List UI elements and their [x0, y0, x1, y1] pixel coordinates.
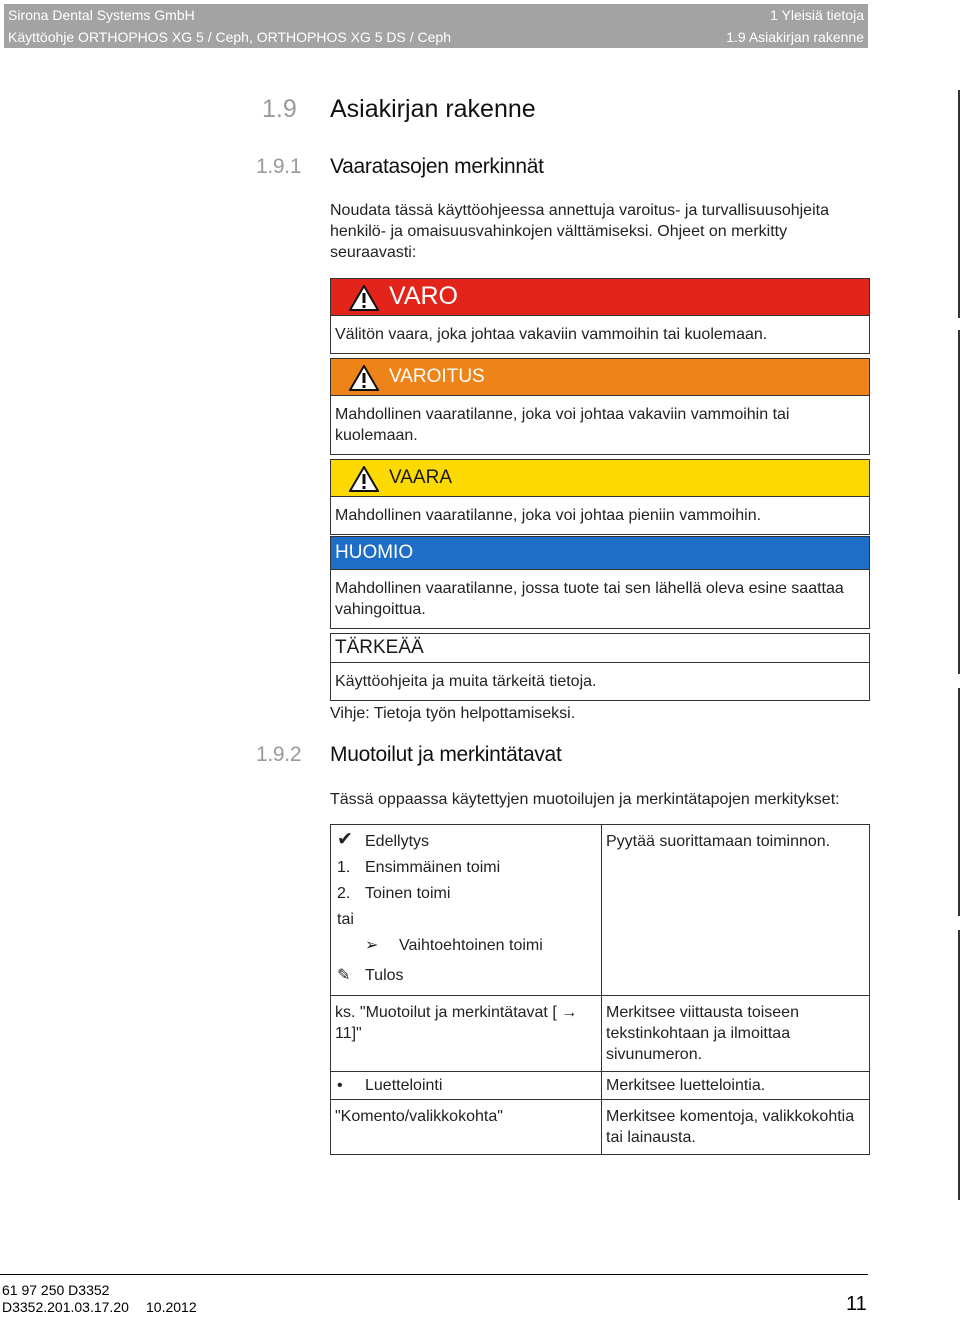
checkmark-icon: ✔: [337, 829, 353, 850]
bullet-icon: •: [337, 1077, 343, 1094]
meaning-cell: Merkitsee komentoja, valikkokohtia tai lainausta.: [602, 1100, 870, 1155]
notice-text: Mahdollinen vaaratilanne, joka voi johtaa vakaviin vammoihin tai kuolemaan.: [335, 406, 790, 444]
list-text: Luettelointi: [365, 1077, 443, 1094]
notice-band: [331, 279, 869, 316]
warning-triangle-icon: [349, 285, 379, 311]
notice-label: VAARA: [389, 467, 453, 488]
notice-label: TÄRKEÄÄ: [335, 637, 424, 658]
subsection-number: 1.9.1: [256, 155, 302, 178]
table-row: [331, 1100, 870, 1155]
table-row: [331, 996, 870, 1072]
footer-order-number: 61 97 250 D3352: [2, 1282, 110, 1298]
step-number: 2.: [337, 885, 351, 902]
warning-triangle-icon: [349, 466, 379, 492]
footer-rule: [0, 1274, 868, 1275]
notice-label: VARO: [389, 282, 458, 310]
header-section: 1.9 Asiakirjan rakenne: [726, 29, 864, 45]
notice-label: HUOMIO: [335, 542, 414, 563]
notice-text: Käyttöohjeita ja muita tärkeitä tietoja.: [335, 673, 597, 690]
header-manual: Käyttöohje ORTHOPHOS XG 5 / Ceph, ORTHOPHOS XG 5 DS / Ceph: [8, 29, 451, 45]
intro-paragraph: Noudata tässä käyttöohjeessa annettuja varoitus- ja turvallisuusohjeita henkilö- ja omaisuusvahinkojen välttämiseksi. Ohjeet on merkitty seuraavasti:: [330, 202, 829, 261]
step-text: Ensimmäinen toimi: [365, 859, 501, 876]
notice-tarkeaa: [330, 633, 870, 701]
command-cell: "Komento/valikkokohta": [331, 1100, 602, 1155]
list-cell: [331, 1072, 602, 1100]
crossref-cell: ks. "Muotoilut ja merkintätavat [ → 11]": [331, 996, 602, 1072]
step-number: 1.: [337, 859, 351, 876]
step-text: Toinen toimi: [365, 885, 451, 902]
notice-label: VAROITUS: [389, 366, 485, 387]
page-header: [4, 4, 868, 48]
prerequisite-line: [335, 829, 597, 855]
tip-label: Vihje:: [330, 705, 370, 722]
notice-varo: [330, 278, 870, 354]
section-title: Asiakirjan rakenne: [330, 95, 536, 123]
result-arrow-icon: ✎: [337, 967, 351, 984]
result-line: [335, 963, 597, 989]
prerequisite-text: Edellytys: [365, 833, 430, 850]
or-text: tai: [337, 911, 354, 928]
footer-doc-code: D3352.201.03.17.20: [2, 1299, 129, 1315]
table-row: [331, 1072, 870, 1100]
notice-band: [331, 537, 869, 570]
meaning-cell: Merkitsee luettelointia.: [602, 1072, 870, 1100]
step-line: [335, 881, 597, 907]
subsection-title: Vaaratasojen merkinnät: [330, 155, 544, 178]
alternative-line: [335, 933, 597, 959]
meaning-cell: Pyytää suorittamaan toiminnon.: [602, 825, 870, 996]
notice-text: Mahdollinen vaaratilanne, jossa tuote tai sen lähellä oleva esine saattaa vahingoittua.: [335, 580, 844, 618]
tip: [330, 703, 575, 724]
notice-band: [331, 634, 869, 663]
notice-varoitus: [330, 358, 870, 455]
or-line: [335, 907, 597, 933]
subsection-number: 1.9.2: [256, 743, 302, 766]
format-steps-cell: [331, 825, 602, 996]
tip-text: Tietoja työn helpottamiseksi.: [373, 705, 576, 722]
warning-triangle-icon: [349, 365, 379, 391]
notice-huomio: [330, 536, 870, 629]
header-company: Sirona Dental Systems GmbH: [8, 7, 195, 23]
footer-date: 10.2012: [146, 1299, 197, 1315]
arrowhead-icon: ➢: [365, 937, 379, 954]
page-number: 11: [846, 1293, 867, 1315]
alternative-text: Vaihtoehtoinen toimi: [399, 937, 543, 954]
intro-paragraph: Tässä oppaassa käytettyjen muotoilujen ja merkintätapojen merkitykset:: [330, 791, 840, 808]
table-row: [331, 825, 870, 996]
section-number: 1.9: [262, 95, 297, 123]
notice-band: [331, 460, 869, 497]
notice-text: Mahdollinen vaaratilanne, joka voi johtaa pieniin vammoihin.: [335, 507, 762, 524]
meaning-cell: Merkitsee viittausta toiseen tekstinkohtaan ja ilmoittaa sivunumeron.: [602, 996, 870, 1072]
subsection-title: Muotoilut ja merkintätavat: [330, 743, 562, 766]
formats-table: [330, 824, 870, 1155]
step-line: [335, 855, 597, 881]
header-chapter: 1 Yleisiä tietoja: [770, 7, 864, 23]
notice-band: [331, 359, 869, 396]
notice-vaara: [330, 459, 870, 535]
result-text: Tulos: [365, 967, 404, 984]
notice-text: Välitön vaara, joka johtaa vakaviin vammoihin tai kuolemaan.: [335, 326, 768, 343]
